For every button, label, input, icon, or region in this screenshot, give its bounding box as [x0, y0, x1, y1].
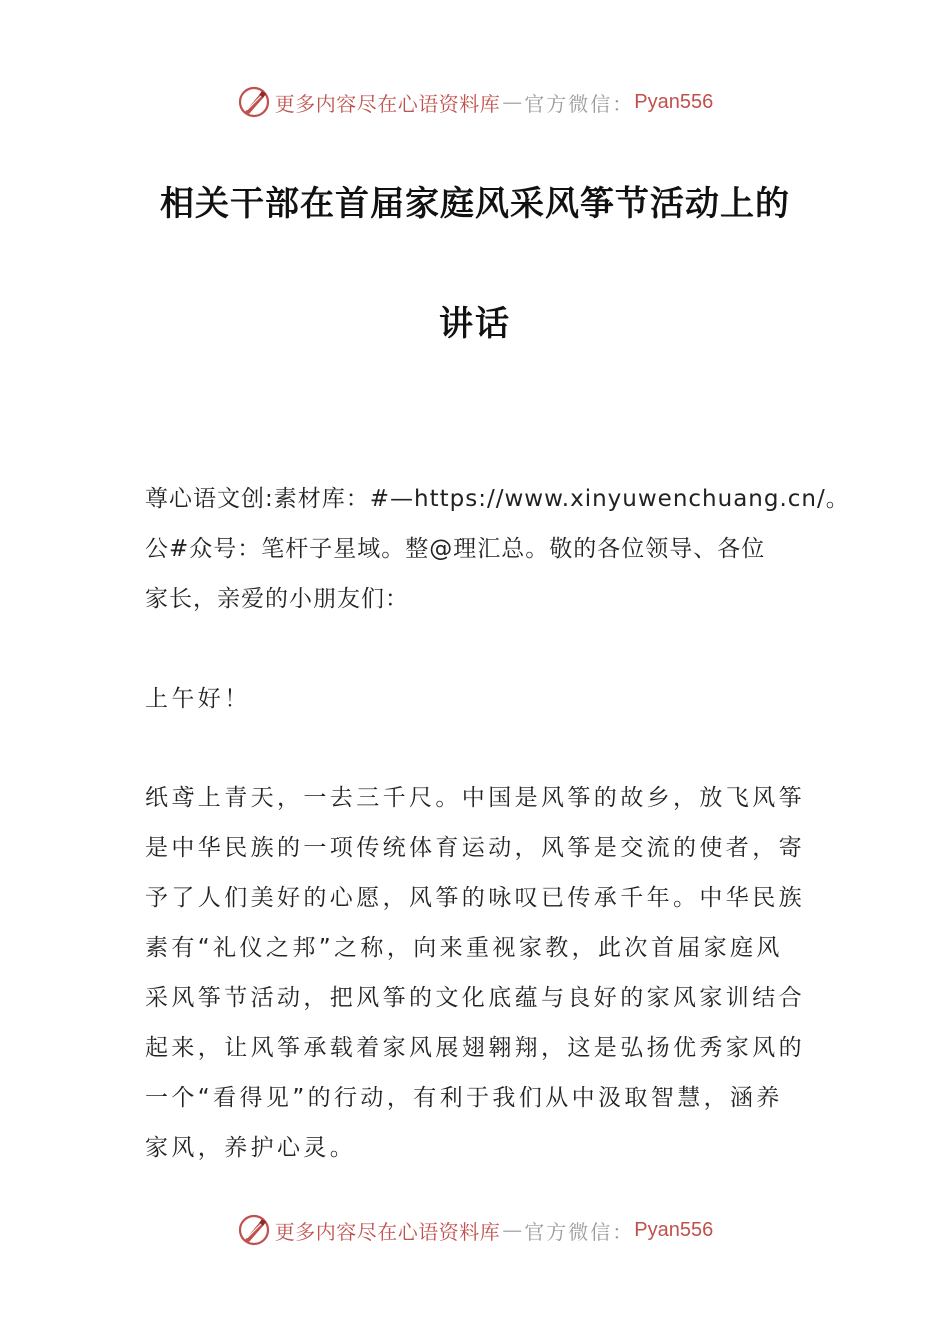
banner-text: 更多内容尽在心语资料库 — [274, 91, 501, 116]
text-line: 家长，亲爱的小朋友们： — [145, 586, 409, 612]
paragraph-good-morning: 上午好！ — [145, 686, 251, 712]
banner-wechat-label: 官方微信： — [524, 91, 635, 116]
text-line: 公#众号：笔杆子星域。整@理汇总。敬的各位领导、各位 — [145, 536, 766, 562]
text-line: 素有“礼仪之邦”之称，向来重视家教，此次首届家庭风 — [145, 935, 783, 961]
text-line: 家风，养护心灵。 — [145, 1135, 357, 1161]
paragraph-kite-intro — [145, 773, 807, 1173]
header-banner — [0, 82, 950, 122]
text-line: 纸鸢上青天，一去三千尺。中国是风筝的故乡，放飞风筝 — [145, 785, 805, 811]
banner-wechat-id: Pyan556 — [634, 90, 714, 113]
text-line: 予了人们美好的心愿，风筝的咏叹已传承千年。中华民族 — [145, 885, 805, 911]
banner-dash: — — [502, 90, 523, 114]
document-title-line-2: 讲话 — [439, 304, 511, 344]
pen-nib-logo-icon — [237, 1213, 271, 1247]
document-title-line-1: 相关干部在首届家庭风采风筝节活动上的 — [160, 184, 790, 224]
pen-nib-logo-icon — [237, 85, 271, 119]
text-line: 采风筝节活动，把风筝的文化底蕴与良好的家风家训结合 — [145, 985, 805, 1011]
text-line: 是中华民族的一项传统体育运动，风筝是交流的使者，寄 — [145, 835, 805, 861]
banner-wechat-label: 官方微信： — [524, 1219, 635, 1244]
text-line: 尊心语文创:素材库：#—https://www.xinyuwenchuang.cn/。 — [145, 486, 850, 512]
banner-dash: — — [502, 1218, 523, 1242]
paragraph-greeting — [145, 474, 850, 624]
text-line: 一个“看得见”的行动，有利于我们从中汲取智慧，涵养 — [145, 1085, 783, 1111]
text-line: 起来，让风筝承载着家风展翅翱翔，这是弘扬优秀家风的 — [145, 1035, 805, 1061]
footer-banner — [0, 1210, 950, 1250]
banner-wechat-id: Pyan556 — [634, 1218, 714, 1241]
banner-text: 更多内容尽在心语资料库 — [274, 1219, 501, 1244]
